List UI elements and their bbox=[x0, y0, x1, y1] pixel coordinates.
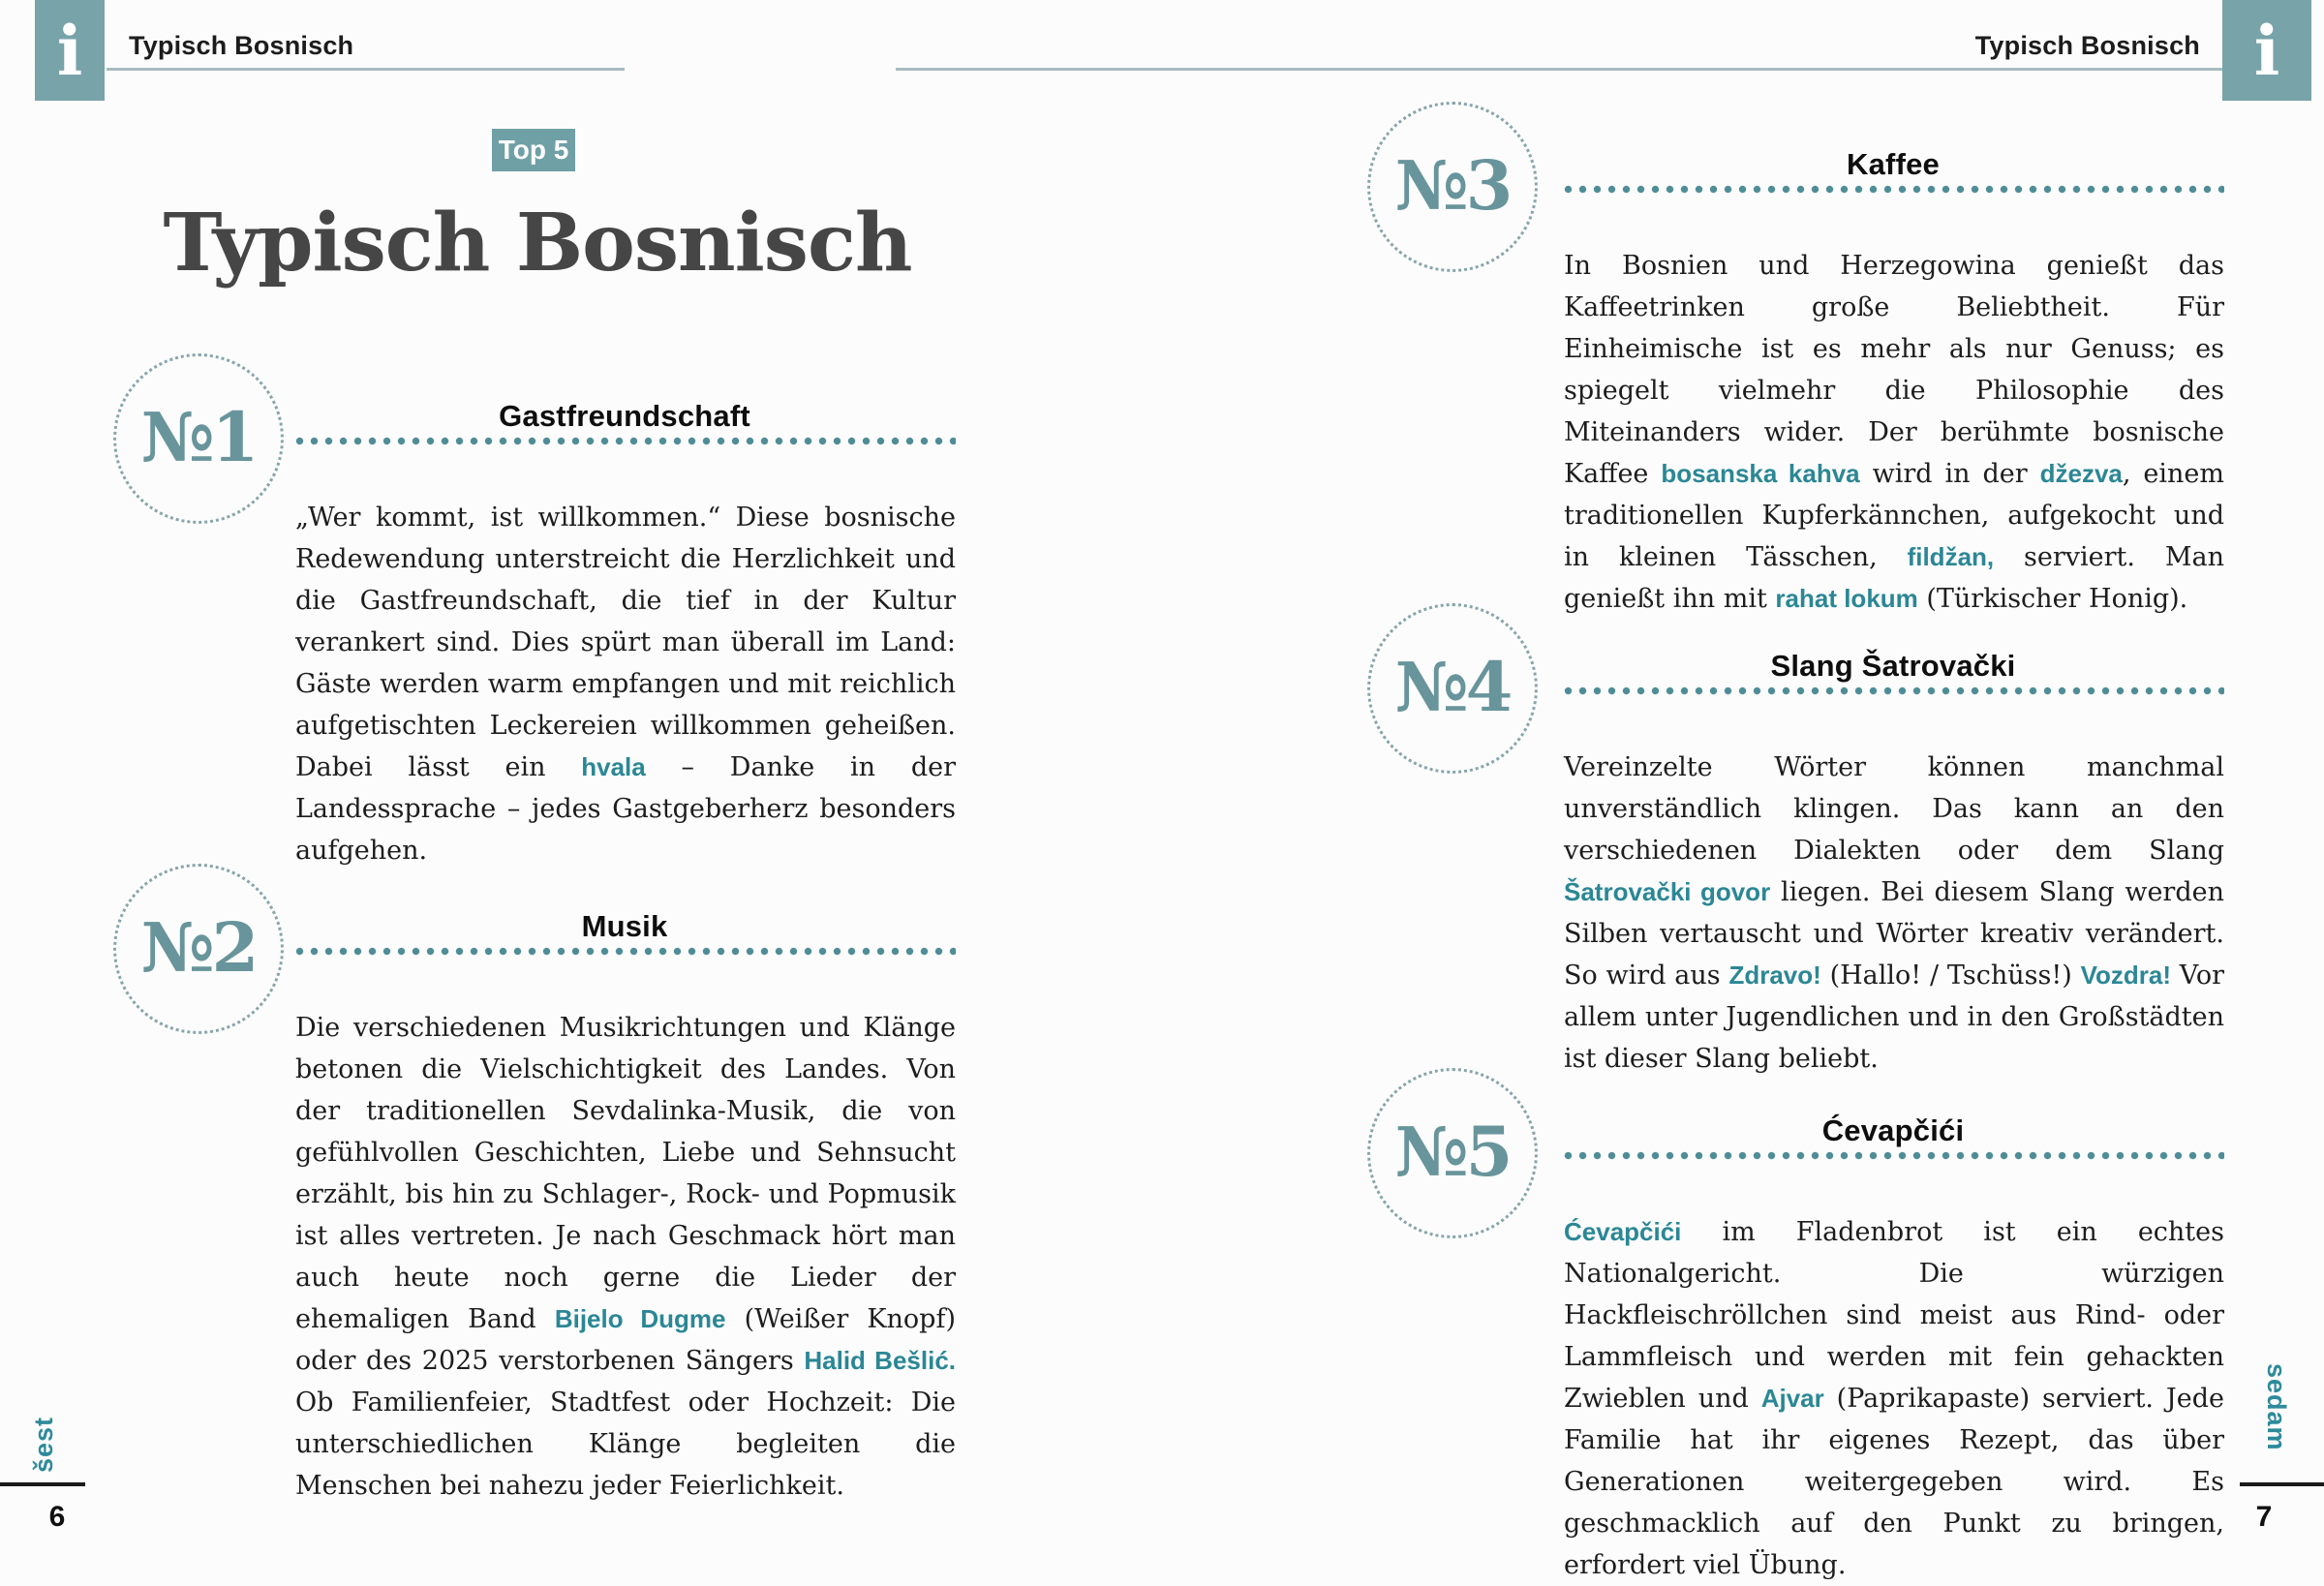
section-number: №5 bbox=[1394, 1111, 1511, 1192]
keyword: Šatrovački govor bbox=[1564, 877, 1771, 906]
keyword: Vozdra! bbox=[2080, 961, 2171, 990]
section-heading: Gastfreundschaft bbox=[499, 399, 750, 433]
keyword: hvala bbox=[581, 752, 646, 781]
section-number: №4 bbox=[1394, 646, 1511, 727]
section-number-badge bbox=[113, 353, 284, 524]
section-number-badge bbox=[1367, 1068, 1538, 1238]
footer-rule-right bbox=[2240, 1482, 2324, 1486]
section-paragraph bbox=[295, 1007, 956, 1507]
section-heading: Kaffee bbox=[1847, 147, 1940, 181]
header-divider-left bbox=[107, 68, 625, 71]
body-text-segment: Vor allem unter Jugendlichen und in den Großstädten ist dieser Slang beliebt. bbox=[1564, 961, 2224, 1074]
keyword: fildžan, bbox=[1907, 542, 1995, 571]
body-text-segment: serviert. Man genießt ihn mit bbox=[1564, 542, 2225, 614]
header-divider-right bbox=[896, 68, 2222, 71]
keyword: Zdravo! bbox=[1728, 961, 1821, 990]
section-number: №3 bbox=[1394, 144, 1511, 226]
page-number-right: 7 bbox=[2255, 1501, 2273, 1533]
info-icon: i bbox=[2222, 0, 2311, 101]
keyword: Ćevapčići bbox=[1564, 1217, 1682, 1246]
keyword: bosanska kahva bbox=[1661, 459, 1860, 488]
dotted-divider bbox=[1564, 686, 2224, 695]
body-text-segment: In Bosnien und Herzegowina genießt das Kaffeetrinken große Beliebtheit. Für Einheimische ist es mehr als nur Genuss; es spiegelt vielmehr die Philosophie des Miteinanders wider. Der berühmte bosnische Kaffee bbox=[1564, 251, 2224, 489]
section-paragraph bbox=[1564, 747, 2224, 1080]
footer-rule-left bbox=[0, 1482, 85, 1486]
dotted-divider bbox=[1564, 1151, 2224, 1160]
section-number: №1 bbox=[140, 396, 257, 477]
keyword: Halid Bešlić. bbox=[804, 1346, 957, 1375]
keyword: Bijelo Dugme bbox=[554, 1304, 726, 1333]
keyword: Ajvar bbox=[1760, 1384, 1824, 1413]
page-word-left: šest bbox=[29, 1416, 58, 1473]
page-number-left: 6 bbox=[48, 1501, 66, 1533]
page-word-right: sedam bbox=[2262, 1363, 2291, 1451]
section-number: №2 bbox=[140, 906, 257, 988]
body-text-segment: Vereinzelte Wörter können manchmal unverständlich klingen. Das kann an den verschiedenen Dialekten oder dem Slang bbox=[1564, 752, 2224, 866]
section-paragraph bbox=[1564, 1211, 2224, 1586]
body-text-segment: (Hallo! / Tschüss!) bbox=[1820, 961, 2081, 991]
section-heading: Slang Šatrovački bbox=[1770, 649, 2016, 683]
dotted-divider bbox=[1564, 185, 2224, 194]
body-text-segment: (Türkischer Honig). bbox=[1917, 584, 2188, 614]
body-text-segment: Die verschiedenen Musikrichtungen und Klänge betonen die Vielschichtigkeit des Landes. Von der traditionellen Sevdalinka-Musik, die von gefühlvollen Geschichten, Liebe und Sehnsucht erzählt, bis hin zu Schlager-, Rock- und Popmusik ist alles vertreten. Je nach Geschmack hört man auch heute noch gerne die Lieder der ehemaligen Band bbox=[295, 1013, 956, 1334]
body-text-segment: (Weißer Knopf) oder des 2025 verstorbenen Sängers bbox=[295, 1304, 956, 1376]
body-text-segment: „Wer kommt, ist willkommen.“ Diese bosnische Redewendung unterstreicht die Herzlichkeit und die Gastfreundschaft, die tief in der Kultur verankert sind. Dies spürt man überall im Land: Gäste werden warm empfangen und mit reichlich aufgetischten Leckereien willkommen geheißen. Dabei lässt ein bbox=[295, 503, 956, 782]
keyword: rahat lokum bbox=[1775, 584, 1918, 613]
dotted-divider bbox=[295, 947, 956, 956]
section-heading: Ćevapčići bbox=[1821, 1113, 1965, 1147]
body-text-segment: wird in der bbox=[1859, 459, 2040, 489]
body-text-segment: (Paprikapaste) serviert. Jede Familie hat ihr eigenes Rezept, das über Generationen weitergegeben wird. Es geschmacklich auf den Punkt zu bringen, erfordert viel Übung. bbox=[1564, 1384, 2224, 1580]
dotted-divider bbox=[295, 437, 956, 445]
section-paragraph bbox=[1564, 245, 2224, 620]
page-title: Typisch Bosnisch bbox=[163, 197, 912, 290]
section-paragraph bbox=[295, 497, 956, 871]
section-number-badge bbox=[1367, 603, 1538, 774]
top5-badge: Top 5 bbox=[492, 129, 575, 171]
info-icon: i bbox=[35, 0, 105, 101]
body-text-segment: , einem traditionellen Kupferkännchen, aufgekocht und in kleinen Tässchen, bbox=[1564, 459, 2224, 572]
section-heading: Musik bbox=[581, 909, 668, 943]
section-number-badge bbox=[113, 864, 284, 1034]
body-text-segment: im Fladenbrot ist ein echtes Nationalgericht. Die würzigen Hackfleischröllchen sind meist aus Rind- oder Lammfleisch und werden mit fein gehackten Zwieblen und bbox=[1564, 1217, 2224, 1414]
body-text-segment: – Danke in der Landessprache – jedes Gastgeberherz besonders aufgehen. bbox=[295, 752, 956, 866]
keyword: džezva bbox=[2039, 459, 2123, 488]
running-header-left: Typisch Bosnisch bbox=[129, 31, 354, 60]
body-text-segment: liegen. Bei diesem Slang werden Silben vertauscht und Wörter kreativ verändert. So wird aus bbox=[1564, 877, 2224, 991]
running-header-right: Typisch Bosnisch bbox=[1974, 31, 2200, 60]
section-number-badge bbox=[1367, 102, 1538, 272]
body-text-segment: Ob Familienfeier, Stadtfest oder Hochzeit: Die unterschiedlichen Klänge begleiten die Menschen bei nahezu jeder Feierlichkeit. bbox=[295, 1388, 956, 1501]
